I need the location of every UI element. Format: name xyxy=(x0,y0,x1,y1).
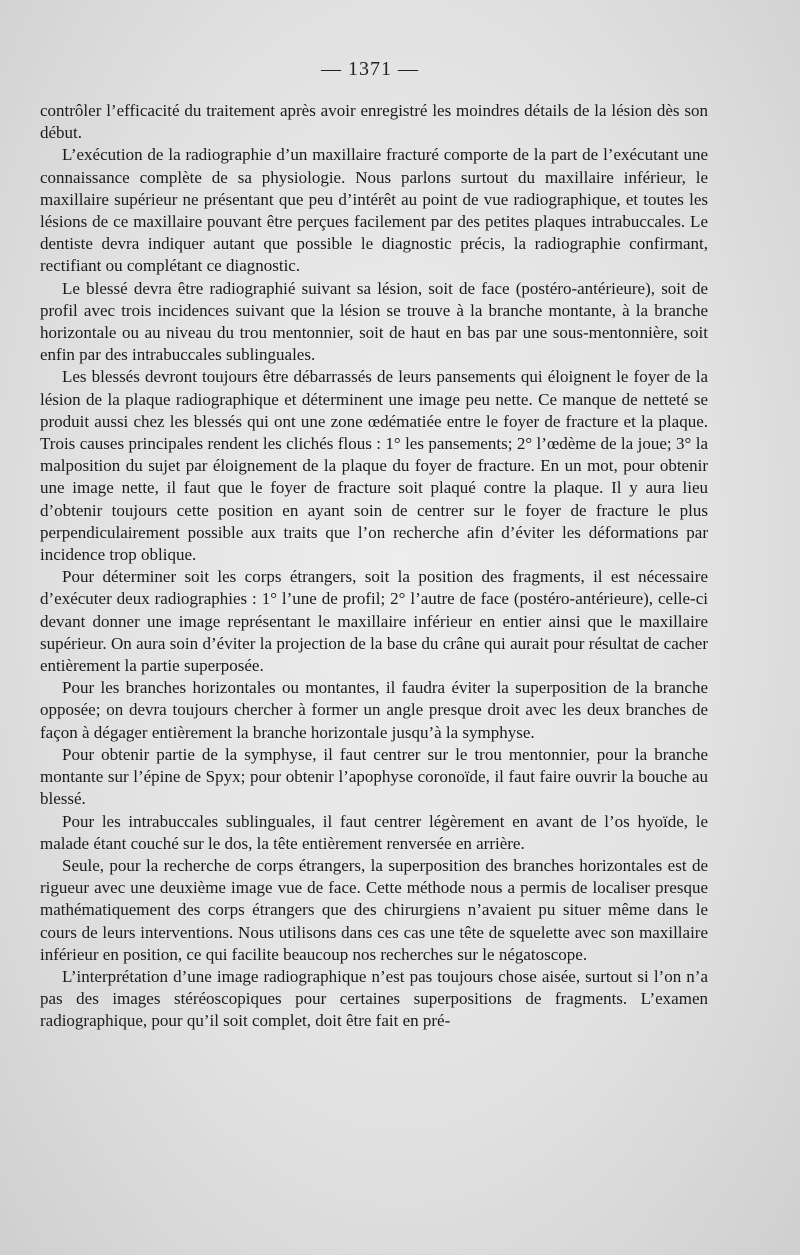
paragraph-radiography-execution: L’exécution de la radiographie d’un maxillaire fracturé comporte de la part de l’exécutant une connaissance complète de sa physiologie. Nous parlons surtout du maxillaire inférieur, le maxillaire supérieur ne présentant que peu d’intérêt au point de vue radiographique, et toutes les lésions de ce maxillaire pouvant être perçues facilement par des petites plaques intrabuccales. Le dentiste devra indiquer autant que possible le diagnostic précis, la radiographie confirmant, rectifiant ou complétant ce diagnostic. xyxy=(40,145,708,276)
paragraph-interpretation: L’interprétation d’une image radiographique n’est pas toujours chose aisée, surtout si l’on n’a pas des images stéréoscopiques pour certaines superpositions de fragments. L’examen radiographique, pour qu’il soit complet, doit être fait en pré- xyxy=(40,966,708,1031)
paragraph-branches: Pour les branches horizontales ou montantes, il faudra éviter la superposition de la branche opposée; on devra toujours chercher à former un angle presque droit avec les deux branches de façon à dégager entièrement la branche horizontale jusqu’à la symphyse. xyxy=(40,678,708,742)
paragraph-continuation: contrôler l’efficacité du traitement après avoir enregistré les moindres détails de la lésion dès son début. xyxy=(40,101,708,143)
page-number: — 1371 — xyxy=(321,58,419,80)
paragraph-sublingual: Pour les intrabuccales sublinguales, il faut centrer légèrement en avant de l’os hyoïde, le malade étant couché sur le dos, la tête entièrement renversée en arrière. xyxy=(40,811,708,853)
body-text xyxy=(40,100,708,1033)
paragraph-foreign-bodies: Pour déterminer soit les corps étrangers, soit la position des fragments, il est nécessaire d’exécuter deux radiographies : 1° l’une de profil; 2° l’autre de face (postéro-antérieure), celle-ci devant donner une image représentant le maxillaire inférieur en entier ainsi que le maxillaire supérieur. On aura soin d’éviter la projection de la base du crâne qui aurait pour résultat de cacher entièrement la partie superposée. xyxy=(40,567,708,676)
paragraph-dressings: Les blessés devront toujours être débarrassés de leurs pansements qui éloignent le foyer de la lésion de la plaque radiographique et déterminent une image peu nette. Ce manque de netteté se produit aussi chez les blessés qui ont une zone œdématiée entre le foyer de fracture et la plaque. Trois causes principales rendent les clichés flous : 1° les pansements; 2° l’œdème de la joue; 3° la malposition du sujet par éloignement de la plaque du foyer de fracture. En un mot, pour obtenir une image nette, il faut que le foyer de fracture soit plaqué contre la plaque. Il y aura lieu d’obtenir toujours cette position en ayant soin de centrer sur le foyer de fracture le plus perpendiculairement possible aux traits que l’on recherche afin d’éviter les déformations par incidence trop oblique. xyxy=(40,367,708,565)
paragraph-symphysis: Pour obtenir partie de la symphyse, il faut centrer sur le trou mentonnier, pour la branche montante sur l’épine de Spyx; pour obtenir l’apophyse coronoïde, il faut faire ouvrir la bouche au blessé. xyxy=(40,744,708,809)
paragraph-superposition: Seule, pour la recherche de corps étrangers, la superposition des branches horizontales est de rigueur avec une deuxième image vue de face. Cette méthode nous a permis de localiser presque mathématiquement des corps étrangers que des chirurgiens n’avaient pu situer même dans le cours de leurs interventions. Nous utilisons dans ces cas une tête de squelette avec son maxillaire inférieur en position, ce qui facilite beaucoup nos recherches sur le négatoscope. xyxy=(40,855,708,964)
paragraph-incidences: Le blessé devra être radiographié suivant sa lésion, soit de face (postéro-antérieure), soit de profil avec trois incidences suivant que la lésion se trouve à la branche montante, à la branche horizontale ou au niveau du trou mentonnier, soit de haut en bas par une sous-mentonnière, soit enfin par des intrabuccales sublinguales. xyxy=(40,278,708,365)
